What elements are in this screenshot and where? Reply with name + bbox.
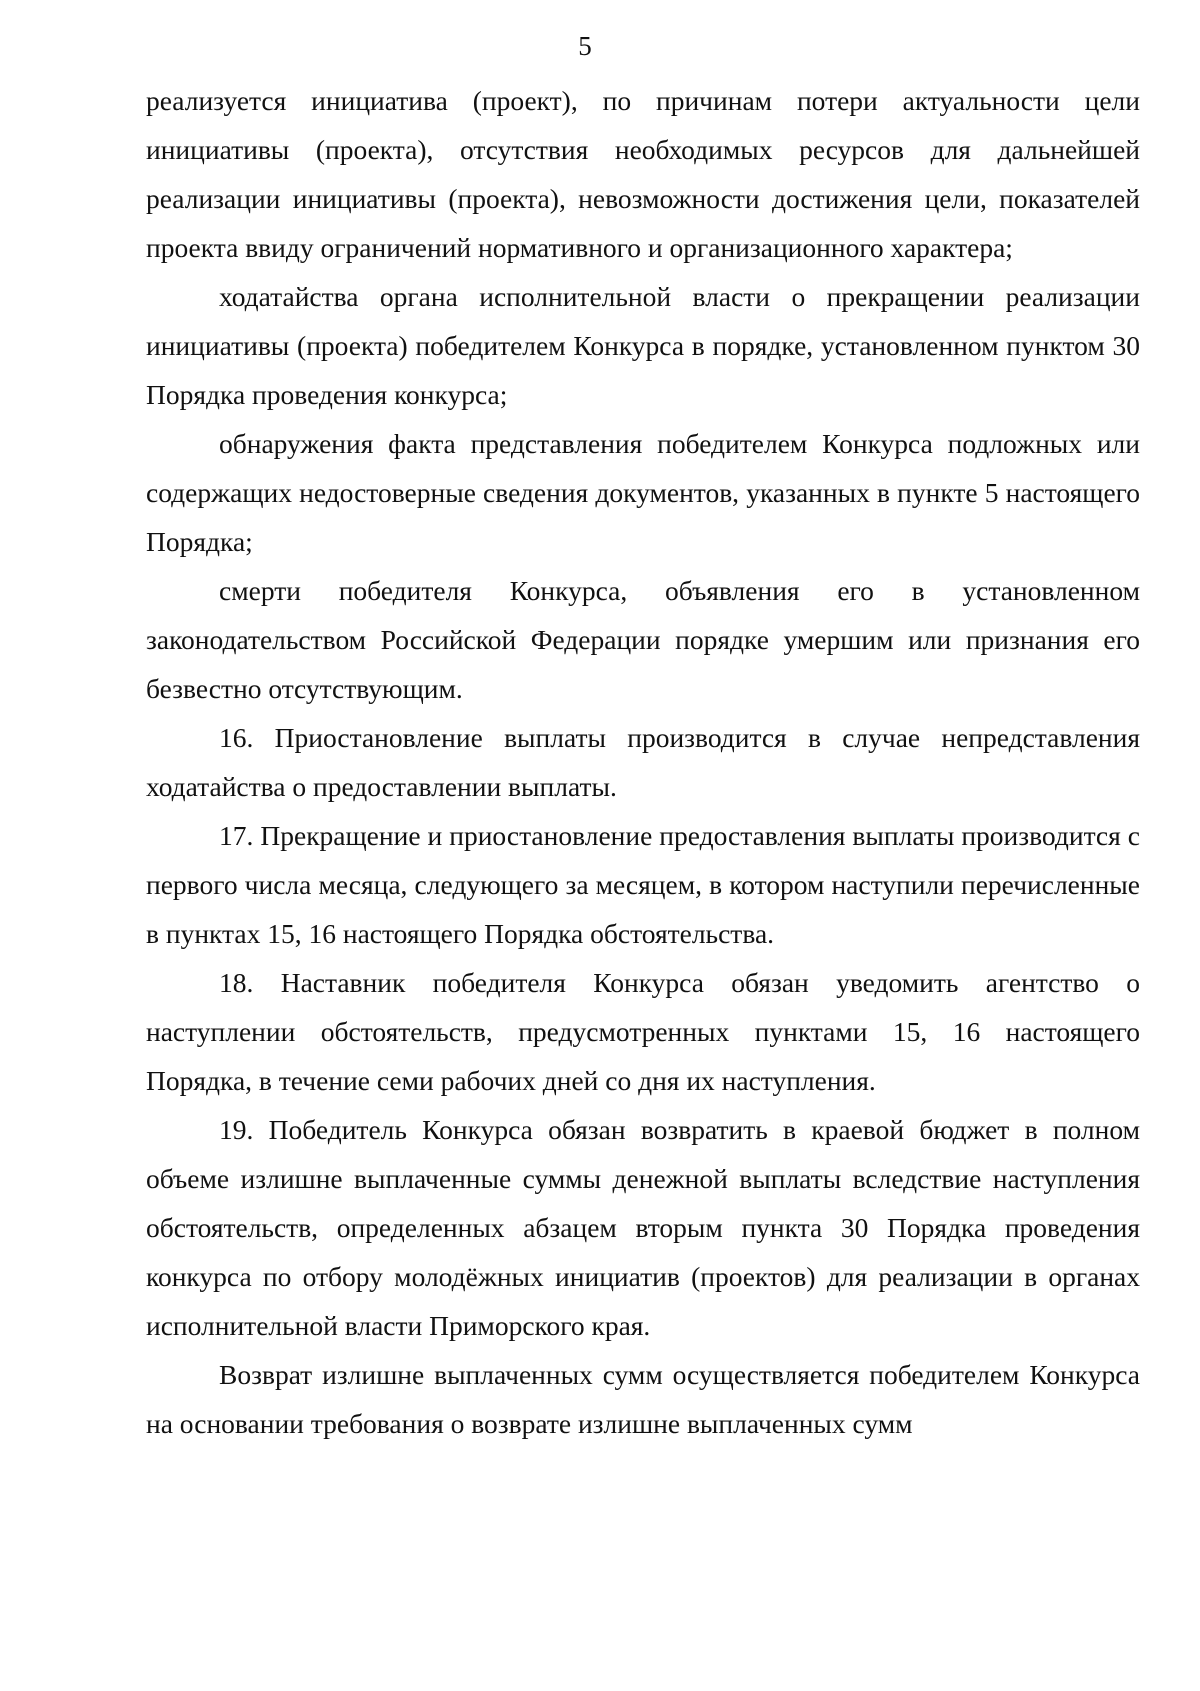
paragraph-petition-termination: ходатайства органа исполнительной власти о прекращении реализации инициативы (проекта) победителем Конкурса в порядке, установленном пунктом 30 Порядка проведения конкурса; xyxy=(146,281,1140,410)
paragraph-item-17: 17. Прекращение и приостановление предоставления выплаты производится с первого числа месяца, следующего за месяцем, в котором наступили перечисленные в пунктах 15, 16 настоящего Порядка обстоятельства. xyxy=(146,820,1140,949)
paragraph-continuation: реализуется инициатива (проект), по причинам потери актуальности цели инициативы (проекта), отсутствия необходимых ресурсов для дальнейшей реализации инициативы (проекта), невозможности достижения цели, показателей проекта ввиду ограничений нормативного и организационного характера; xyxy=(146,85,1140,263)
paragraph-false-documents: обнаружения факта представления победителем Конкурса подложных или содержащих недостоверные сведения документов, указанных в пункте 5 настоящего Порядка; xyxy=(146,428,1140,557)
paragraph-item-16: 16. Приостановление выплаты производится в случае непредставления ходатайства о предоставлении выплаты. xyxy=(146,722,1140,802)
document-body xyxy=(146,76,1140,1448)
paragraph-refund: Возврат излишне выплаченных сумм осуществляется победителем Конкурса на основании требования о возврате излишне выплаченных сумм xyxy=(146,1359,1140,1439)
paragraph-death-of-winner: смерти победителя Конкурса, объявления его в установленном законодательством Российской Федерации порядке умершим или признания его безвестно отсутствующим. xyxy=(146,575,1140,704)
paragraph-item-18: 18. Наставник победителя Конкурса обязан уведомить агентство о наступлении обстоятельств, предусмотренных пунктами 15, 16 настоящего Порядка, в течение семи рабочих дней со дня их наступления. xyxy=(146,967,1140,1096)
paragraph-item-19: 19. Победитель Конкурса обязан возвратить в краевой бюджет в полном объеме излишне выплаченные суммы денежной выплаты вследствие наступления обстоятельств, определенных абзацем вторым пункта 30 Порядка проведения конкурса по отбору молодёжных инициатив (проектов) для реализации в органах исполнительной власти Приморского края. xyxy=(146,1114,1140,1341)
page-number: 5 xyxy=(578,31,592,61)
